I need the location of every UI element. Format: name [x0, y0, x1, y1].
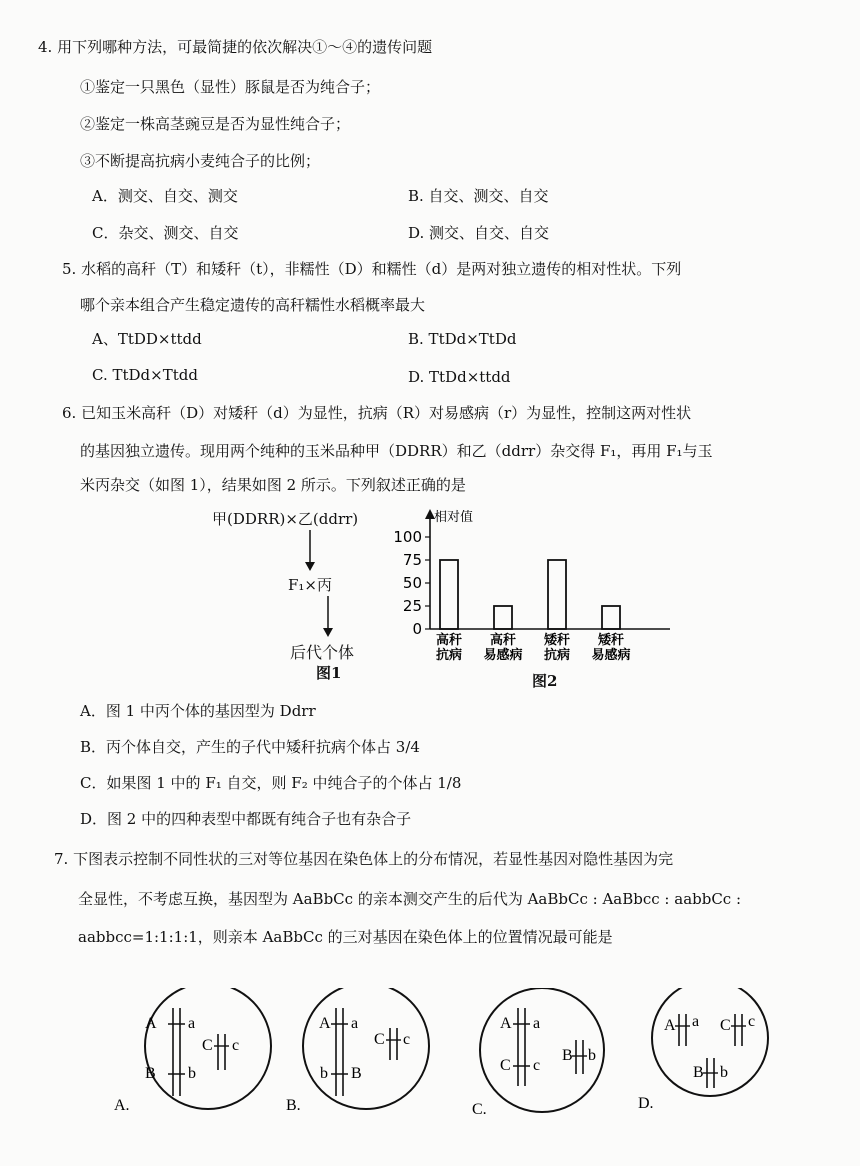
fig1-arrow-1	[300, 530, 320, 572]
fig1-arrow-2	[318, 596, 338, 638]
q6-stem-line2: 的基因独立遗传。现用两个纯种的玉米品种甲（DDRR）和乙（ddrr）杂交得 F₁，再用 F₁与玉	[80, 442, 713, 460]
chart-y-tick-label: 0	[412, 620, 422, 638]
gene-label: B	[145, 1065, 156, 1082]
q5-option-a: A、TtDD×ttdd	[92, 330, 202, 348]
q7-stem-line3: aabbcc=1:1:1:1，则亲本 AaBbCc 的三对基因在染色体上的位置情况最可能是	[78, 928, 613, 946]
gene-label: A	[664, 1017, 676, 1034]
gene-label: A	[500, 1015, 512, 1032]
gene-label: c	[403, 1031, 411, 1048]
chart-bar	[440, 560, 458, 629]
chart-bar	[548, 560, 566, 629]
gene-label: b	[720, 1064, 728, 1081]
chart-x-tick-label: 抗病	[543, 648, 571, 663]
figure-2-chart	[380, 505, 670, 695]
gene-label: B	[351, 1065, 362, 1082]
cell-diagram-c	[472, 988, 604, 1118]
fig1-offspring-label: 后代个体	[290, 643, 355, 662]
cell-label: A.	[114, 1097, 130, 1114]
gene-label: B	[562, 1047, 573, 1064]
chart-x-tick-label: 高秆	[489, 633, 517, 648]
gene-label: C	[374, 1031, 385, 1048]
gene-label: c	[748, 1013, 756, 1030]
q4-item-1: ①鉴定一只黑色（显性）豚鼠是否为纯合子；	[80, 78, 381, 96]
gene-label: c	[533, 1057, 541, 1074]
gene-label: B	[693, 1064, 704, 1081]
cell-label: D.	[638, 1095, 654, 1112]
gene-label: a	[188, 1015, 196, 1032]
chromosome-diagrams	[110, 988, 810, 1123]
chart-x-tick-label: 矮秆	[597, 633, 625, 648]
fig1-cross-label: 甲(DDRR)×乙(ddrr)	[212, 510, 359, 528]
gene-label: b	[320, 1065, 328, 1082]
gene-label: C	[720, 1017, 731, 1034]
gene-label: a	[351, 1015, 359, 1032]
chart-y-tick-label: 25	[402, 597, 422, 615]
gene-label: C	[202, 1037, 213, 1054]
gene-label: a	[692, 1013, 700, 1030]
chart-y-label: 相对值	[434, 510, 474, 525]
q5-stem-line1: 5. 水稻的高秆（T）和矮秆（t），非糯性（D）和糯性（d）是两对独立遗传的相对性状。下列	[62, 260, 682, 278]
q4-item-2: ②鉴定一株高茎豌豆是否为显性纯合子；	[80, 115, 351, 133]
fig1-f1-label: F₁×丙	[288, 576, 332, 594]
chart-bar	[494, 606, 512, 629]
gene-label: c	[232, 1037, 240, 1054]
gene-label: A	[319, 1015, 331, 1032]
q4-option-b: B. 自交、测交、自交	[408, 187, 549, 205]
cell-label: C.	[472, 1101, 487, 1118]
q4-option-c: C．杂交、测交、自交	[92, 224, 239, 242]
chart-bar	[602, 606, 620, 629]
q4-stem: 4. 用下列哪种方法，可最简捷的依次解决①～④的遗传问题	[38, 38, 433, 56]
chart-y-tick-label: 50	[402, 574, 422, 592]
q6-option-b: B．丙个体自交，产生的子代中矮秆抗病个体占 3/4	[80, 738, 420, 756]
q6-option-c: C．如果图 1 中的 F₁ 自交，则 F₂ 中纯合子的个体占 1/8	[80, 774, 462, 792]
q6-option-a: A．图 1 中丙个体的基因型为 Ddrr	[80, 702, 316, 720]
gene-label: C	[500, 1057, 511, 1074]
q4-option-d: D. 测交、自交、自交	[408, 224, 550, 242]
q4-option-a: A．测交、自交、测交	[92, 187, 238, 205]
cell-diagram-d	[638, 988, 768, 1112]
chart-x-tick-label: 易感病	[591, 648, 631, 663]
fig1-caption: 图1	[316, 664, 342, 682]
q5-option-c: C. TtDd×Ttdd	[92, 366, 198, 384]
fig2-caption: 图2	[532, 672, 558, 690]
q5-option-b: B. TtDd×TtDd	[408, 330, 517, 348]
chart-x-tick-label: 高秆	[435, 633, 463, 648]
chart-x-tick-label: 易感病	[483, 648, 523, 663]
q5-option-d: D. TtDd×ttdd	[408, 368, 511, 386]
gene-label: b	[188, 1065, 196, 1082]
q5-stem-line2: 哪个亲本组合产生稳定遗传的高秆糯性水稻概率最大	[80, 296, 426, 314]
gene-label: b	[588, 1047, 596, 1064]
chart-x-tick-label: 抗病	[435, 648, 463, 663]
q6-stem-line1: 6. 已知玉米高秆（D）对矮秆（d）为显性，抗病（R）对易感病（r）为显性，控制这两对性状	[62, 404, 692, 422]
q7-stem-line2: 全显性，不考虑互换，基因型为 AaBbCc 的亲本测交产生的后代为 AaBbCc : AaBbcc : aabbCc :	[78, 890, 742, 908]
gene-label: a	[533, 1015, 541, 1032]
q4-item-3: ③不断提高抗病小麦纯合子的比例；	[80, 152, 321, 170]
q7-stem-line1: 7. 下图表示控制不同性状的三对等位基因在染色体上的分布情况，若显性基因对隐性基因为完	[54, 850, 674, 868]
chart-x-tick-label: 矮秆	[543, 633, 571, 648]
cell-label: B.	[286, 1097, 301, 1114]
q6-stem-line3: 米丙杂交（如图 1），结果如图 2 所示。下列叙述正确的是	[80, 476, 466, 494]
chart-y-tick-label: 75	[402, 551, 422, 569]
q6-option-d: D．图 2 中的四种表型中都既有纯合子也有杂合子	[80, 810, 412, 828]
chart-y-tick-label: 100	[393, 528, 422, 546]
cell-diagram-a	[114, 988, 271, 1114]
gene-label: A	[145, 1015, 157, 1032]
cell-diagram-b	[286, 988, 429, 1114]
